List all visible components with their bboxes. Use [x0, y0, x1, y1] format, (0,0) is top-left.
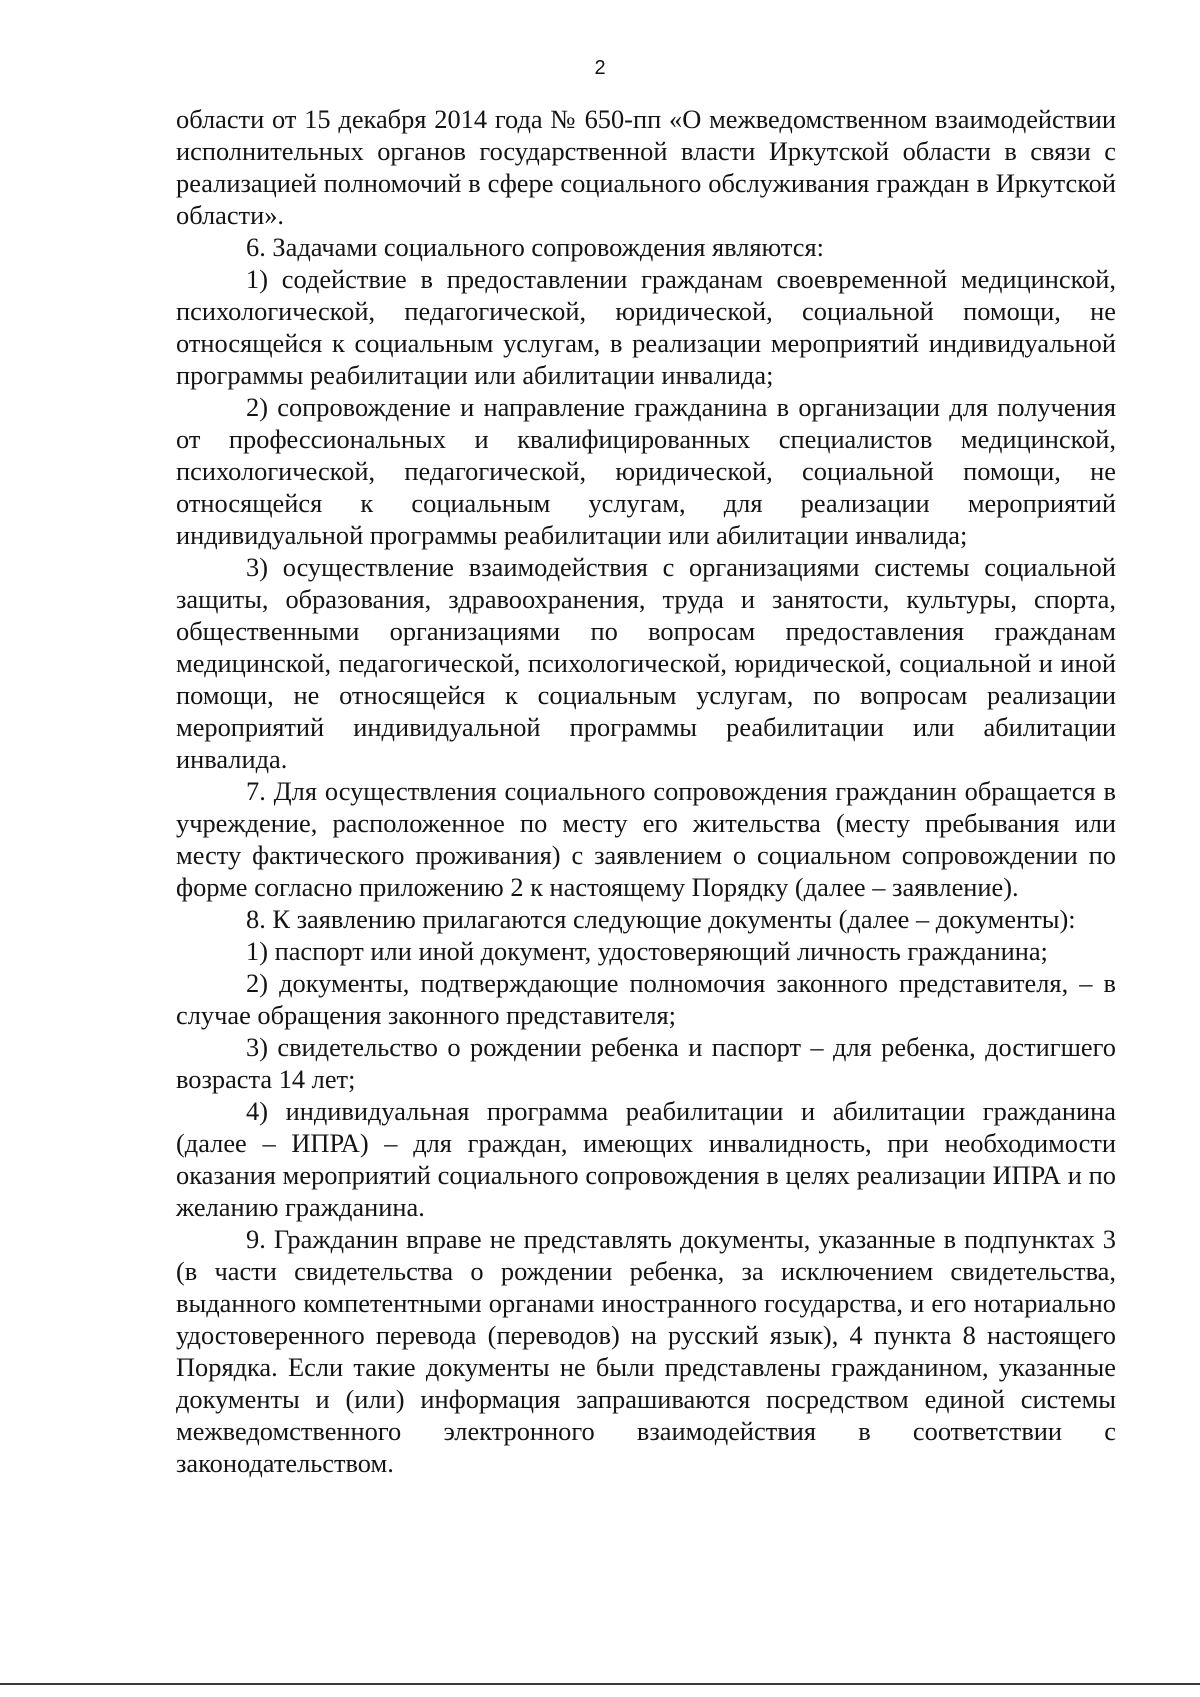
paragraph-8-item-3: 3) свидетельство о рождении ребенка и паспорт – для ребенка, достигшего возраста 14 лет;: [176, 1032, 1116, 1094]
paragraph-8-item-2: 2) документы, подтверждающие полномочия законного представителя, – в случае обращения законного представителя;: [176, 968, 1116, 1030]
paragraph-8-item-1: 1) паспорт или иной документ, удостоверяющий личность гражданина;: [246, 936, 1048, 966]
bottom-scan-rule: [0, 1683, 1200, 1685]
paragraph-8: 8. К заявлению прилагаются следующие документы (далее – документы):: [246, 904, 1076, 934]
paragraph-6-item-3: 3) осуществление взаимодействия с организациями системы социальной защиты, образования, здравоохранения, труда и занятости, культуры, спорта, общественными организациями по вопросам предоставления гражданам медицинской, педагогической, психологической, юридической, социальной и иной помощи, не относящейся к социальным услугам, по вопросам реализации мероприятий индивидуальной программы реабилитации или абилитации инвалида.: [176, 552, 1116, 774]
paragraph-6-item-2: 2) сопровождение и направление гражданина в организации для получения от профессиональных и квалифицированных специалистов медицинской, психологической, педагогической, юридической, социальной помощи, не относящейся к социальным услугам, для реализации мероприятий индивидуальной программы реабилитации или абилитации инвалида;: [176, 392, 1116, 550]
document-body: [176, 103, 1116, 1479]
page-number: 2: [594, 57, 606, 79]
paragraph-8-item-4: 4) индивидуальная программа реабилитации и абилитации гражданина (далее – ИПРА) – для граждан, имеющих инвалидность, при необходимости оказания мероприятий социального сопровождения в целях реализации ИПРА и по желанию гражданина.: [176, 1096, 1116, 1222]
paragraph-continuation: области от 15 декабря 2014 года № 650-пп «О межведомственном взаимодействии исполнительных органов государственной власти Иркутской области в связи с реализацией полномочий в сфере социального обслуживания граждан в Иркутской области».: [176, 104, 1116, 230]
paragraph-7: 7. Для осуществления социального сопровождения гражданин обращается в учреждение, расположенное по месту его жительства (месту пребывания или месту фактического проживания) с заявлением о социальном сопровождении по форме согласно приложению 2 к настоящему Порядку (далее – заявление).: [176, 776, 1116, 902]
paragraph-6: 6. Задачами социального сопровождения являются:: [246, 232, 824, 262]
paragraph-9: 9. Гражданин вправе не представлять документы, указанные в подпунктах 3 (в части свидетельства о рождении ребенка, за исключением свидетельства, выданного компетентными органами иностранного государства, и его нотариально удостоверенного перевода (переводов) на русский язык), 4 пункта 8 настоящего Порядка. Если такие документы не были представлены гражданином, указанные документы и (или) информация запрашиваются посредством единой системы межведомственного электронного взаимодействия в соответствии с законодательством.: [176, 1224, 1116, 1478]
paragraph-6-item-1: 1) содействие в предоставлении гражданам своевременной медицинской, психологической, педагогической, юридической, социальной помощи, не относящейся к социальным услугам, в реализации мероприятий индивидуальной программы реабилитации или абилитации инвалида;: [176, 264, 1116, 390]
